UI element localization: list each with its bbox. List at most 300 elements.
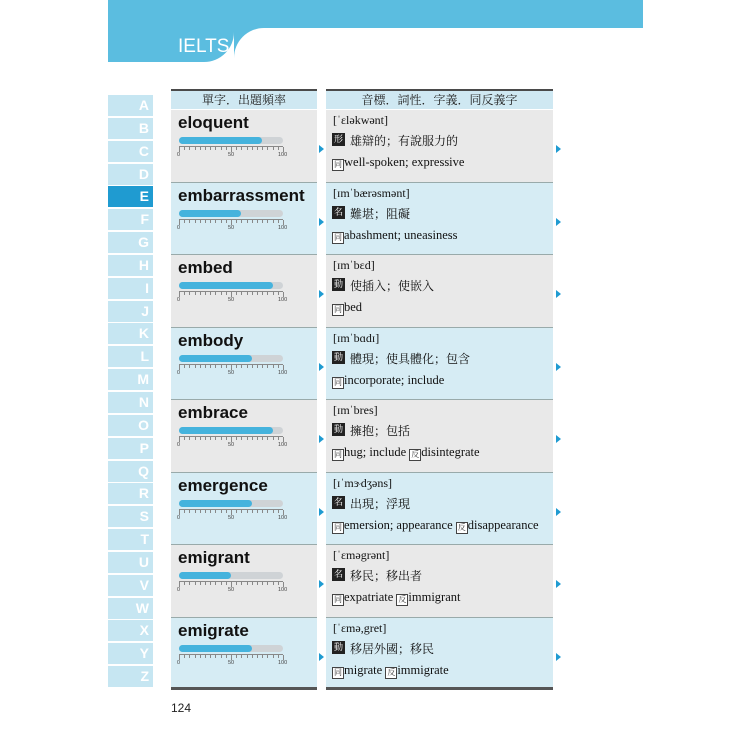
scale-tick (200, 147, 201, 150)
scale-tick (247, 582, 248, 585)
table-row (171, 618, 553, 691)
scale-tick (184, 582, 185, 585)
arrow-right-icon (556, 435, 561, 443)
scale-tick (247, 437, 248, 440)
scale-tick (257, 437, 258, 440)
alphabet-letter-h[interactable]: H (108, 255, 153, 276)
scale-tick (200, 510, 201, 513)
scale-tick (215, 220, 216, 223)
scale-tick (221, 655, 222, 658)
synonyms: well-spoken; expressive (344, 155, 465, 169)
meaning: 難堪；阻礙 (350, 206, 411, 221)
synonyms: migrate (344, 662, 383, 677)
scale-tick (267, 220, 268, 223)
part-of-speech-badge: 動 (333, 424, 343, 434)
definition-cell (326, 618, 553, 691)
scale-tick (205, 582, 206, 585)
scale-label-50: 50 (228, 514, 235, 521)
scale-tick (262, 582, 263, 585)
part-of-speech-badge: 名 (333, 569, 343, 579)
scale-tick (267, 292, 268, 295)
definition-cell (326, 255, 553, 328)
scale-tick (278, 365, 279, 368)
scale-label-0: 0 (177, 587, 181, 593)
arrow-right-icon (556, 218, 561, 226)
scale-tick (195, 582, 196, 585)
arrow-right-icon (319, 435, 324, 443)
scale-tick (215, 147, 216, 150)
alphabet-letter-u[interactable]: U (108, 552, 153, 573)
page-number: 124 (171, 701, 192, 715)
scale-label-0: 0 (177, 152, 181, 158)
scale-tick (221, 437, 222, 440)
scale-tick (247, 220, 248, 223)
scale-tick (262, 510, 263, 513)
phonetic: [ˈɛləkwənt] (333, 113, 389, 127)
word-cell (171, 328, 317, 401)
scale-label-0: 0 (177, 224, 181, 231)
alphabet-index (108, 95, 153, 689)
scale-tick (247, 365, 248, 368)
scale-tick (247, 292, 248, 295)
vocab-word: eloquent (178, 113, 249, 132)
scale-label-50: 50 (228, 442, 235, 448)
scale-tick (226, 437, 227, 440)
scale-tick (267, 655, 268, 658)
scale-tick (221, 510, 222, 513)
table-row (171, 473, 553, 546)
synonym-marker: 同 (334, 377, 342, 387)
alphabet-letter-a[interactable]: A (108, 95, 153, 116)
meaning: 雄辯的；有說服力的 (350, 134, 459, 148)
arrow-right-icon (319, 653, 324, 661)
scale-label-0: 0 (177, 369, 181, 376)
scale-tick (210, 510, 211, 513)
scale-tick (210, 147, 211, 150)
synonym-marker: 同 (334, 522, 342, 532)
antonym-marker: 反 (457, 522, 466, 532)
meaning: 移居外國；移民 (350, 641, 435, 656)
scale-tick (241, 510, 242, 513)
scale-tick (221, 220, 222, 223)
definition-cell (326, 473, 553, 546)
frequency-bar (179, 645, 283, 652)
alphabet-letter-s[interactable]: S (108, 506, 153, 527)
scale-tick (241, 437, 242, 440)
scale-tick (262, 292, 263, 295)
arrow-right-icon (556, 508, 561, 516)
scale-tick (215, 582, 216, 585)
scale-label-100: 100 (278, 152, 288, 158)
scale-tick (189, 510, 190, 513)
synonym-marker: 同 (334, 667, 342, 677)
scale-tick (210, 582, 211, 585)
phonetic: [ɪmˈbærəsmənt] (333, 185, 410, 200)
scale-tick (221, 582, 222, 585)
alphabet-letter-g[interactable]: G (108, 232, 153, 253)
synonym-line (332, 155, 464, 171)
definition-column-header: 音標．詞性．字義．同反義字 (326, 89, 553, 109)
scale-label-0: 0 (177, 297, 181, 303)
alphabet-letter-k[interactable]: K (108, 323, 153, 344)
scale-label-50: 50 (228, 297, 235, 303)
scale-tick (262, 365, 263, 368)
scale-tick (184, 365, 185, 368)
antonym-marker: 反 (398, 595, 407, 604)
scale-tick (236, 437, 237, 440)
scale-tick (278, 437, 279, 440)
scale-tick (252, 655, 253, 658)
alphabet-letter-x[interactable]: X (108, 620, 153, 641)
arrow-right-icon (319, 363, 324, 371)
scale-label-50: 50 (228, 587, 235, 593)
scale-tick (247, 510, 248, 513)
alphabet-letter-f[interactable]: F (108, 209, 153, 230)
scale-tick (189, 292, 190, 295)
scale-tick (257, 365, 258, 368)
scale-tick (273, 510, 274, 513)
alphabet-letter-j[interactable]: J (108, 301, 153, 322)
vocab-word: embody (178, 330, 244, 350)
alphabet-letter-r[interactable]: R (108, 483, 153, 504)
frequency-bar-fill (179, 427, 273, 434)
frequency-bar (179, 137, 283, 144)
phonetic: [ɪˈmɝdʒəns] (333, 475, 393, 490)
frequency-bar-fill (179, 500, 252, 507)
vocab-word: embarrassment (178, 185, 305, 205)
vocab-word: embed (178, 258, 233, 277)
meaning: 出現；浮現 (350, 496, 411, 511)
scale-tick (210, 220, 211, 223)
synonym-line (332, 590, 460, 606)
scale-tick (195, 437, 196, 440)
scale-tick (241, 365, 242, 368)
arrow-right-icon (319, 218, 324, 226)
frequency-bar-fill (179, 355, 252, 362)
alphabet-letter-e[interactable]: E (108, 186, 153, 207)
scale-tick (215, 655, 216, 658)
scale-tick (189, 365, 190, 368)
scale-tick (205, 365, 206, 368)
meaning: 體現；使具體化；包含 (350, 351, 471, 366)
part-of-speech-badge: 動 (333, 279, 343, 289)
scale-tick (221, 147, 222, 150)
synonyms: bed (344, 300, 363, 314)
scale-tick (205, 292, 206, 295)
antonyms: disappearance (467, 517, 539, 532)
alphabet-letter-d[interactable]: D (108, 164, 153, 185)
scale-label-100: 100 (278, 659, 288, 666)
definition-cell (326, 545, 553, 618)
alphabet-letter-w[interactable]: W (108, 598, 153, 619)
scale-tick (273, 655, 274, 658)
top-banner (108, 0, 643, 28)
scale-tick (241, 292, 242, 295)
scale-tick (273, 582, 274, 585)
alphabet-letter-y[interactable]: Y (108, 643, 153, 664)
scale-tick (200, 292, 201, 295)
synonyms: incorporate; include (344, 372, 445, 387)
scale-tick (195, 365, 196, 368)
scale-tick (200, 437, 201, 440)
scale-tick (195, 292, 196, 295)
scale-tick (257, 655, 258, 658)
scale-tick (195, 510, 196, 513)
scale-tick (278, 510, 279, 513)
scale-tick (252, 220, 253, 223)
scale-tick (267, 147, 268, 150)
synonym-marker: 同 (334, 305, 342, 314)
scale-tick (273, 220, 274, 223)
frequency-bar-fill (179, 210, 241, 217)
scale-tick (273, 292, 274, 295)
synonym-line (332, 300, 362, 316)
scale-tick (267, 510, 268, 513)
alphabet-letter-c[interactable]: C (108, 141, 153, 162)
scale-label-0: 0 (177, 659, 181, 666)
scale-tick (257, 510, 258, 513)
part-of-speech-badge: 動 (333, 641, 343, 652)
scale-tick (267, 365, 268, 368)
scale-tick (195, 655, 196, 658)
antonym-marker: 反 (411, 450, 420, 459)
scale-tick (215, 510, 216, 513)
synonym-line (332, 663, 449, 679)
table-row (171, 328, 553, 401)
scale-label-100: 100 (278, 442, 288, 448)
scale-tick (189, 655, 190, 658)
scale-tick (236, 510, 237, 513)
phonetic: [ˈɛmə,gret] (333, 620, 387, 635)
table-bottom-rule (171, 687, 317, 690)
synonym-marker: 同 (334, 232, 342, 242)
antonyms: immigrate (397, 662, 449, 677)
scale-tick (262, 437, 263, 440)
scale-tick (278, 292, 279, 295)
arrow-right-icon (556, 580, 561, 588)
alphabet-letter-o[interactable]: O (108, 415, 153, 436)
scale-tick (184, 510, 185, 513)
scale-tick (184, 220, 185, 223)
scale-tick (184, 655, 185, 658)
scale-tick (210, 655, 211, 658)
frequency-bar-fill (179, 137, 262, 144)
scale-tick (236, 582, 237, 585)
scale-tick (226, 655, 227, 658)
arrow-right-icon (319, 145, 324, 153)
scale-tick (278, 147, 279, 150)
scale-tick (189, 582, 190, 585)
definition-cell (326, 400, 553, 473)
phonetic: [ɪmˈbɛd] (333, 258, 375, 272)
alphabet-letter-v[interactable]: V (108, 575, 153, 596)
scale-tick (257, 147, 258, 150)
word-column-header: 單字．出題頻率 (171, 89, 317, 109)
scale-tick (236, 147, 237, 150)
scale-tick (205, 655, 206, 658)
part-of-speech-badge: 名 (333, 496, 343, 507)
arrow-right-icon (556, 290, 561, 298)
synonyms: abashment; uneasiness (344, 227, 458, 242)
scale-tick (252, 582, 253, 585)
frequency-bar-fill (179, 572, 231, 579)
scale-tick (257, 220, 258, 223)
scale-label-100: 100 (278, 224, 288, 231)
frequency-bar-fill (179, 645, 252, 652)
phonetic: [ˈɛməgrənt] (333, 548, 390, 562)
alphabet-letter-b[interactable]: B (108, 118, 153, 139)
scale-tick (252, 292, 253, 295)
phonetic: [ɪmˈbɑdɪ] (333, 330, 380, 345)
scale-tick (215, 292, 216, 295)
part-of-speech-badge: 名 (333, 206, 343, 217)
scale-tick (267, 437, 268, 440)
scale-tick (184, 147, 185, 150)
table-row (171, 545, 553, 618)
scale-label-100: 100 (278, 369, 288, 376)
definition-cell (326, 328, 553, 401)
scale-tick (200, 365, 201, 368)
frequency-bar (179, 572, 283, 579)
word-cell (171, 183, 317, 256)
frequency-bar-fill (179, 282, 273, 289)
scale-tick (210, 365, 211, 368)
scale-tick (226, 365, 227, 368)
scale-tick (205, 147, 206, 150)
definition-cell (326, 110, 553, 183)
synonyms: emersion; appearance (344, 517, 453, 532)
scale-tick (215, 365, 216, 368)
scale-label-50: 50 (228, 152, 235, 158)
scale-label-50: 50 (228, 224, 235, 231)
vocab-word: embrace (178, 403, 248, 422)
scale-tick (189, 147, 190, 150)
table-row (171, 255, 553, 328)
alphabet-letter-t[interactable]: T (108, 529, 153, 550)
scale-tick (200, 655, 201, 658)
scale-tick (273, 437, 274, 440)
scale-tick (252, 147, 253, 150)
word-cell (171, 618, 317, 691)
part-of-speech-badge: 形 (333, 134, 343, 144)
scale-tick (205, 220, 206, 223)
vocab-word: emigrate (178, 620, 249, 640)
frequency-bar (179, 500, 283, 507)
synonym-marker: 同 (334, 450, 342, 459)
scale-tick (241, 655, 242, 658)
scale-tick (278, 220, 279, 223)
scale-tick (195, 147, 196, 150)
scale-tick (184, 292, 185, 295)
scale-tick (257, 582, 258, 585)
scale-tick (210, 437, 211, 440)
frequency-bar (179, 282, 283, 289)
synonyms: hug; include (344, 445, 407, 459)
scale-tick (226, 582, 227, 585)
alphabet-letter-n[interactable]: N (108, 392, 153, 413)
scale-tick (262, 655, 263, 658)
scale-label-50: 50 (228, 369, 235, 376)
scale-tick (226, 292, 227, 295)
alphabet-letter-p[interactable]: P (108, 438, 153, 459)
arrow-right-icon (556, 145, 561, 153)
scale-tick (195, 220, 196, 223)
scale-tick (241, 582, 242, 585)
synonym-line (332, 445, 480, 461)
scale-tick (200, 220, 201, 223)
meaning: 擁抱；包括 (350, 424, 411, 438)
phonetic: [ɪmˈbres] (333, 403, 378, 417)
scale-tick (226, 220, 227, 223)
scale-tick (221, 365, 222, 368)
word-cell (171, 400, 317, 473)
meaning: 移民；移出者 (350, 569, 423, 583)
synonym-marker: 同 (334, 595, 342, 604)
scale-tick (236, 655, 237, 658)
word-cell (171, 255, 317, 328)
definition-cell (326, 183, 553, 256)
synonym-line (332, 518, 539, 534)
scale-tick (236, 220, 237, 223)
scale-tick (205, 510, 206, 513)
frequency-bar (179, 427, 283, 434)
scale-tick (262, 147, 263, 150)
word-cell (171, 473, 317, 546)
scale-label-50: 50 (228, 659, 235, 666)
alphabet-letter-i[interactable]: I (108, 278, 153, 299)
scale-tick (241, 220, 242, 223)
word-cell (171, 545, 317, 618)
part-of-speech-badge: 動 (333, 351, 343, 362)
table-row (171, 110, 553, 183)
scale-tick (184, 437, 185, 440)
scale-tick (262, 220, 263, 223)
scale-tick (241, 147, 242, 150)
scale-tick (252, 437, 253, 440)
table-row (171, 183, 553, 256)
arrow-right-icon (319, 508, 324, 516)
alphabet-letter-l[interactable]: L (108, 346, 153, 367)
vocab-word: emergence (178, 475, 268, 495)
meaning: 使插入；使嵌入 (350, 279, 435, 293)
scale-tick (257, 292, 258, 295)
antonyms: immigrant (408, 590, 461, 604)
scale-tick (273, 365, 274, 368)
scale-tick (210, 292, 211, 295)
scale-tick (252, 365, 253, 368)
alphabet-letter-q[interactable]: Q (108, 461, 153, 482)
scale-tick (236, 365, 237, 368)
synonym-line (332, 373, 444, 389)
arrow-right-icon (319, 290, 324, 298)
alphabet-letter-m[interactable]: M (108, 369, 153, 390)
antonyms: disintegrate (421, 445, 480, 459)
scale-label-100: 100 (278, 297, 288, 303)
synonym-marker: 同 (334, 160, 342, 169)
scale-tick (278, 582, 279, 585)
scale-tick (205, 437, 206, 440)
alphabet-letter-z[interactable]: Z (108, 666, 153, 687)
scale-label-0: 0 (177, 514, 181, 521)
scale-tick (236, 292, 237, 295)
scale-tick (247, 147, 248, 150)
scale-tick (273, 147, 274, 150)
frequency-bar (179, 355, 283, 362)
scale-tick (226, 510, 227, 513)
arrow-right-icon (556, 653, 561, 661)
scale-tick (226, 147, 227, 150)
scale-tick (215, 437, 216, 440)
